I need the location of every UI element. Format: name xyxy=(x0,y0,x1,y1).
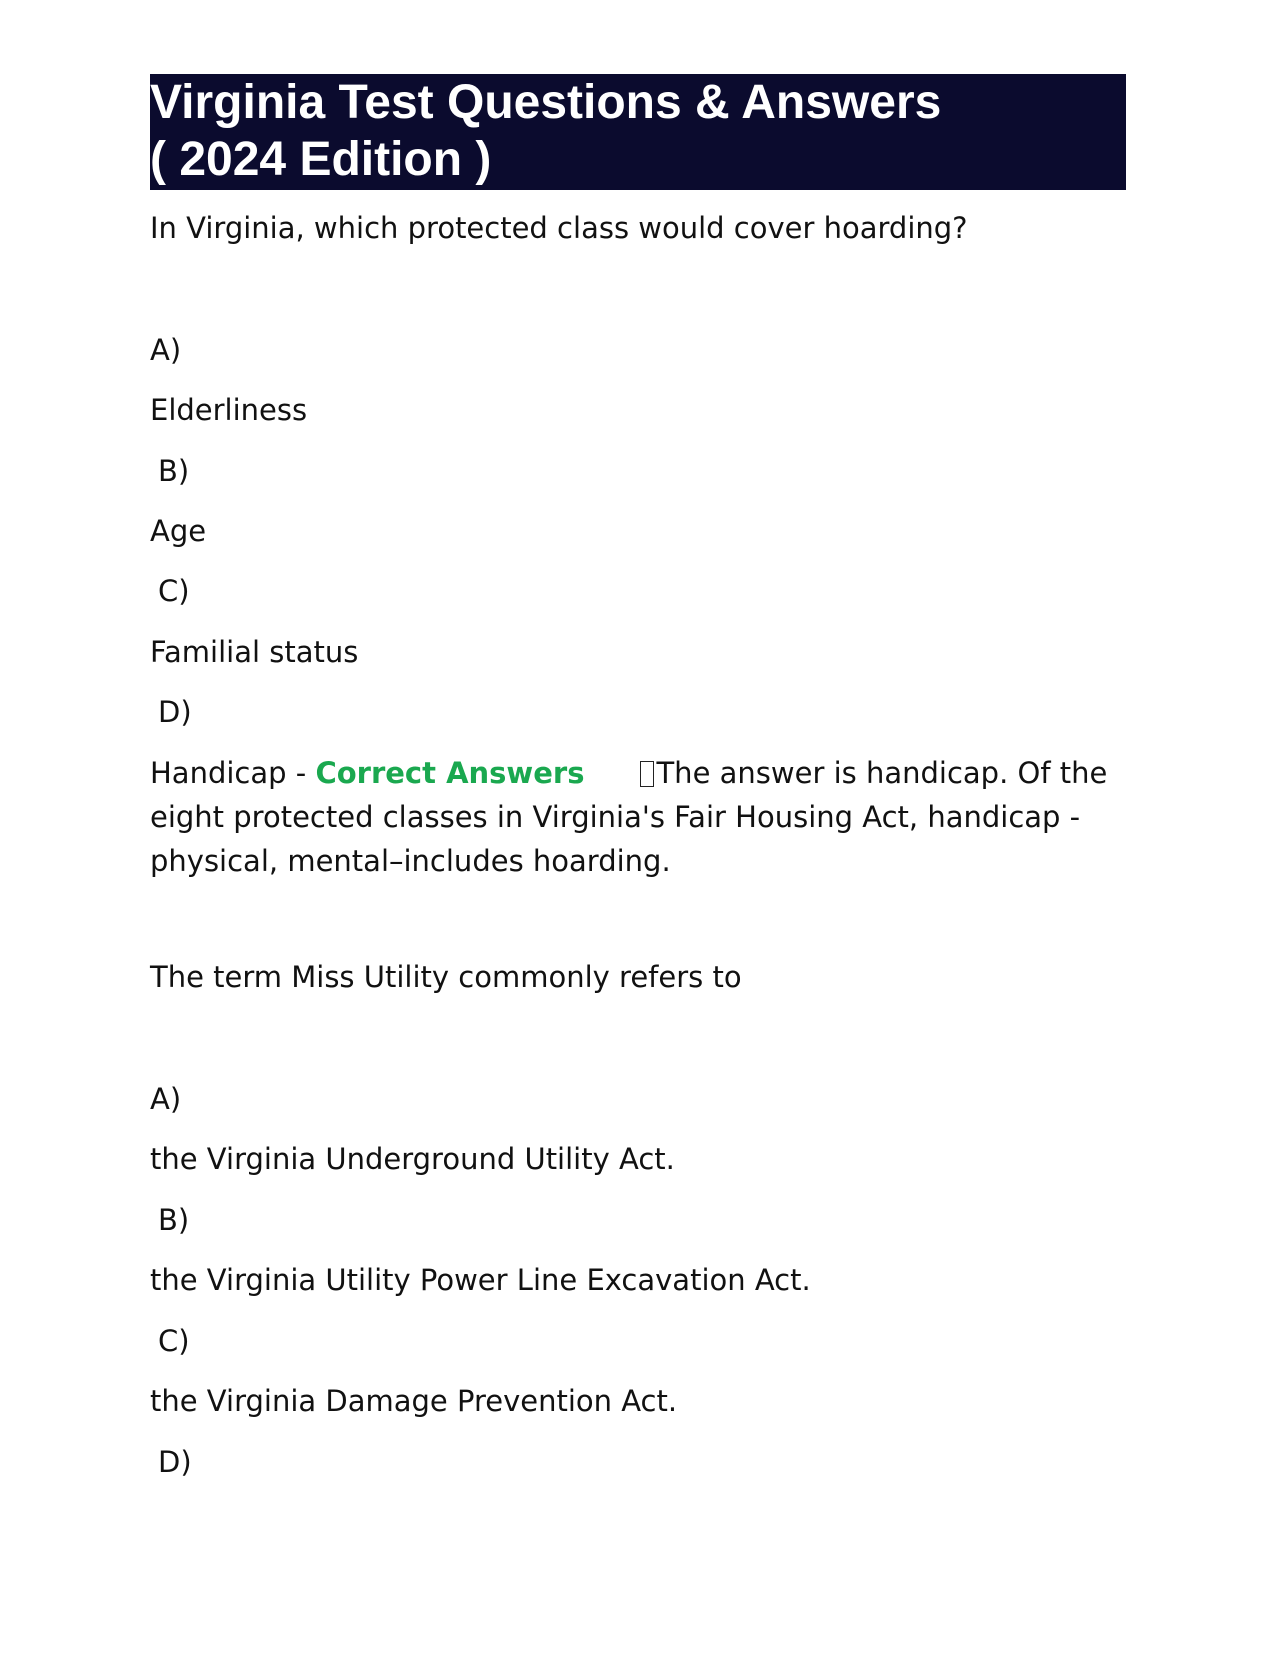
q1-option-a-text: Elderliness xyxy=(150,393,308,427)
document-page xyxy=(150,74,1126,1479)
q2-option-a-letter: A) xyxy=(150,1082,182,1116)
q2-option-a-text: the Virginia Underground Utility Act. xyxy=(150,1142,675,1176)
q1-option-a-letter: A) xyxy=(150,333,182,367)
q2-option-b-text: the Virginia Utility Power Line Excavation Act. xyxy=(150,1263,811,1297)
question-2-text: The term Miss Utility commonly refers to xyxy=(150,960,742,994)
title-line-2: ( 2024 Edition ) xyxy=(150,133,492,186)
q2-option-c-letter: C) xyxy=(158,1324,190,1358)
correct-answers-label: Correct Answers xyxy=(315,756,585,790)
q1-option-d-letter: D) xyxy=(158,695,192,729)
q1-option-d-text: Handicap xyxy=(150,756,287,790)
answer-separator: - xyxy=(286,756,316,790)
missing-glyph-icon xyxy=(640,761,654,787)
q1-option-c-text: Familial status xyxy=(150,635,359,669)
question-1-text: In Virginia, which protected class would cover hoarding? xyxy=(150,211,968,245)
title-line-1: Virginia Test Questions & Answers xyxy=(150,76,942,129)
q2-option-b-letter: B) xyxy=(158,1203,190,1237)
q1-explanation: The answer is handicap. Of the eight protected classes in Virginia's Fair Housing Act, handicap - physical, mental–includes hoarding. xyxy=(150,756,1108,878)
q2-option-d-letter: D) xyxy=(158,1445,192,1479)
q1-answer-paragraph xyxy=(150,751,1126,883)
q2-option-c-text: the Virginia Damage Prevention Act. xyxy=(150,1384,678,1418)
q1-option-b-letter: B) xyxy=(158,454,190,488)
document-title-banner xyxy=(150,74,1126,190)
q1-option-c-letter: C) xyxy=(158,574,190,608)
q1-option-b-text: Age xyxy=(150,514,207,548)
